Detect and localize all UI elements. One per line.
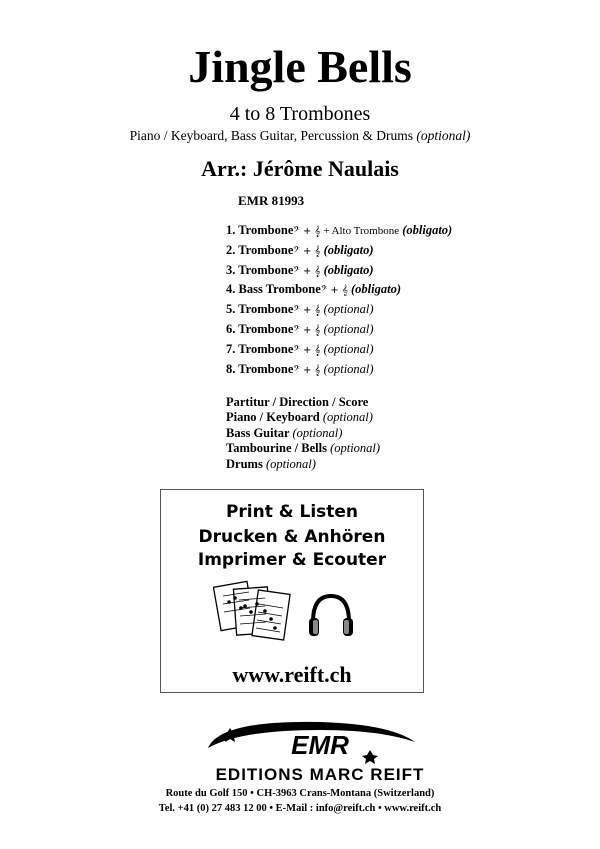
extra-note: (optional) — [330, 441, 381, 456]
instrumentation-note: (optional) — [416, 128, 471, 143]
part-label: 8. Trombone — [226, 361, 294, 376]
part-alt: + Alto Trombone — [320, 225, 400, 237]
extra-row — [226, 426, 380, 441]
part-label: 4. Bass Trombone — [226, 282, 321, 297]
part-label: 5. Trombone — [226, 302, 294, 317]
logo-mark: EMR — [291, 730, 349, 760]
extra-row — [226, 441, 380, 456]
sheet-music-icon — [213, 578, 293, 646]
clef-icon: 𝄢 + 𝄞 — [293, 364, 321, 376]
arranger: Arr.: Jérôme Naulais — [201, 156, 399, 181]
extras-list — [226, 395, 380, 472]
extra-label: Bass Guitar — [226, 425, 290, 440]
part-row — [226, 362, 452, 382]
part-row — [226, 223, 452, 243]
promo-line-1: Print & Listen — [225, 502, 359, 522]
extra-note: (optional) — [265, 456, 316, 471]
part-note: (optional) — [323, 321, 374, 336]
headphones-icon — [307, 592, 355, 638]
part-row — [226, 342, 452, 362]
parts-list — [226, 223, 452, 381]
publisher-name: EDITIONS MARC REIFT — [215, 765, 425, 782]
contact-prefix: Tel. +41 (0) 27 483 12 00 • E-Mail : — [158, 803, 316, 814]
part-note: (obligato) — [323, 262, 374, 277]
page-title: Jingle Bells — [188, 41, 412, 92]
emr-logo — [180, 718, 460, 787]
extra-label: Partitur / Direction / Score — [226, 395, 369, 409]
part-label: 6. Trombone — [226, 321, 294, 336]
part-note: (obligato) — [402, 223, 453, 237]
email-link[interactable]: info@reift.ch — [315, 803, 376, 814]
website-link[interactable]: www.reift.ch — [232, 662, 352, 687]
promo-line-2: Drucken & Anhören — [198, 527, 386, 547]
part-note: (obligato) — [323, 242, 374, 257]
instrumentation-text: Piano / Keyboard, Bass Guitar, Percussion & Drums — [129, 128, 413, 143]
catalog-number: EMR 81993 — [238, 193, 305, 208]
part-note: (optional) — [323, 361, 374, 376]
part-note: (optional) — [323, 341, 374, 356]
clef-icon: 𝄢 + 𝄞 — [293, 245, 321, 257]
extra-label: Drums — [226, 456, 263, 471]
part-note: (optional) — [323, 302, 374, 317]
extra-label: Tambourine / Bells — [226, 441, 327, 456]
subtitle: 4 to 8 Trombones — [229, 103, 371, 125]
clef-icon: 𝄢 + 𝄞 — [320, 285, 348, 297]
part-row — [226, 302, 452, 322]
extra-row — [226, 410, 380, 425]
part-note: (obligato) — [351, 282, 402, 297]
extra-row — [226, 395, 380, 410]
part-row — [226, 243, 452, 263]
print-listen-box — [160, 489, 424, 693]
part-label: 1. Trombone — [226, 223, 294, 237]
clef-icon: 𝄢 + 𝄞 — [293, 226, 321, 237]
extra-row — [226, 457, 380, 472]
promo-line-3: Imprimer & Ecouter — [197, 550, 387, 570]
clef-icon: 𝄢 + 𝄞 — [293, 265, 321, 277]
publisher-contact — [0, 803, 600, 814]
extra-label: Piano / Keyboard — [226, 410, 320, 425]
clef-icon: 𝄢 + 𝄞 — [293, 305, 321, 317]
publisher-address: Route du Golf 150 • CH-3963 Crans-Montana (Switzerland) — [165, 788, 435, 799]
part-label: 2. Trombone — [226, 242, 294, 257]
part-row — [226, 282, 452, 302]
extra-note: (optional) — [292, 425, 343, 440]
extra-note: (optional) — [322, 410, 373, 425]
instrumentation — [0, 128, 600, 144]
part-label: 7. Trombone — [226, 341, 294, 356]
clef-icon: 𝄢 + 𝄞 — [293, 344, 321, 356]
contact-suffix: • www.reift.ch — [375, 803, 442, 814]
part-row — [226, 263, 452, 283]
part-row — [226, 322, 452, 342]
part-label: 3. Trombone — [226, 262, 294, 277]
clef-icon: 𝄢 + 𝄞 — [293, 324, 321, 336]
